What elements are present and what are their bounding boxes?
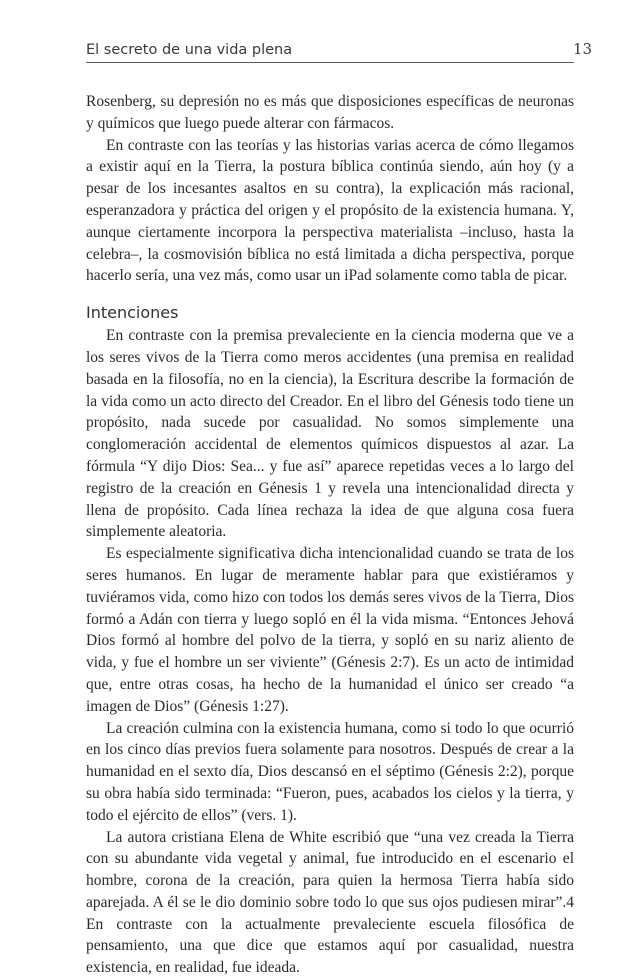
paragraph: En contraste con la premisa prevaleciente en la ciencia moderna que ve a los seres vivos de la Tierra como meros accidentes (una premisa en realidad basada en la filosofía, no en la ciencia), la Escritura describe la formación de la vida como un acto directo del Creador. En el libro del Génesis todo tiene un propósito, nada sucede por casualidad. No somos simplemente una conglomeración accidental de elementos químicos dispuestos al azar. La fórmula “Y dijo Dios: Sea... y fue así” aparece repetidas veces a lo largo del registro de la creación en Génesis 1 y revela una intencionalidad directa y llena de propósito. Cada línea rechaza la idea de que alguna cosa fuera simplemente aleatoria. <box>86 325 574 543</box>
paragraph: La autora cristiana Elena de White escribió que “una vez creada la Tierra con su abundante vida vegetal y animal, fue introducido en el escenario el hombre, corona de la creación, para quien la hermosa Tierra había sido aparejada. A él se le dio dominio sobre todo lo que sus ojos pudiesen mirar”.4 En contraste con la actualmente prevaleciente escuela filosófica de pensamiento, una que dice que estamos aquí por casualidad, nuestra existencia, en realidad, fue ideada. <box>86 827 574 979</box>
section-heading: Intenciones <box>86 303 574 323</box>
body-text <box>86 91 574 979</box>
paragraph: Rosenberg, su depresión no es más que disposiciones específicas de neuronas y químicos que luego puede alterar con fármacos. <box>86 91 574 135</box>
running-header <box>86 36 574 63</box>
page-number: 13 <box>573 40 592 58</box>
paragraph: La creación culmina con la existencia humana, como si todo lo que ocurrió en los cinco días previos fuera solamente para nosotros. Después de crear a la humanidad en el sexto día, Dios descansó en el séptimo (Génesis 2:2), porque su obra había sido terminada: “Fueron, pues, acabados los cielos y la tierra, y todo el ejército de ellos” (vers. 1). <box>86 718 574 827</box>
running-title: El secreto de una vida plena <box>86 42 292 58</box>
paragraph: Es especialmente significativa dicha intencionalidad cuando se trata de los seres humanos. En lugar de meramente hablar para que existiéramos y tuviéramos vida, como hizo con todos los demás seres vivos de la Tierra, Dios formó a Adán con tierra y luego sopló en él la vida misma. “Entonces Jehová Dios formó al hombre del polvo de la tierra, y sopló en su nariz aliento de vida, y fue el hombre un ser viviente” (Génesis 2:7). Es un acto de intimidad que, entre otras cosas, ha hecho de la humanidad el único ser creado “a imagen de Dios” (Génesis 1:27). <box>86 543 574 717</box>
paragraph: En contraste con las teorías y las historias varias acerca de cómo llegamos a existir aquí en la Tierra, la postura bíblica continúa siendo, aún hoy (y a pesar de los incesantes asaltos en su contra), la explicación más racional, esperanzadora y práctica del origen y el propósito de la existencia humana. Y, aunque ciertamente incorpora la perspectiva materialista –incluso, hasta la celebra–, la cosmovisión bíblica no está limitada a dicha perspectiva, porque hacerlo sería, una vez más, como usar un iPad solamente como tabla de picar. <box>86 135 574 288</box>
